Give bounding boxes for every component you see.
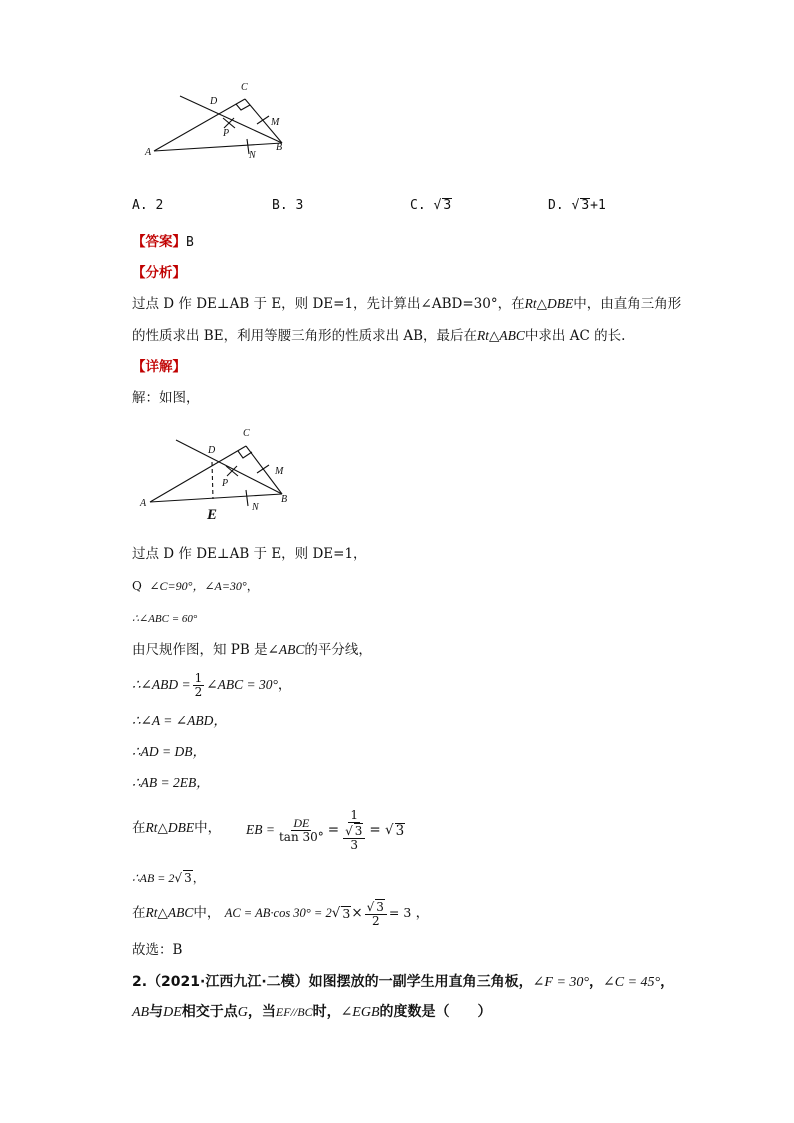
label-D: D bbox=[210, 96, 218, 107]
step-4: 由尺规作图，知 PB 是∠ABC的平分线， bbox=[132, 642, 372, 658]
step-9-formula: EB = $\frac{DE}{\tan 30^\circ}$ = 1 √ 3 3 = √ 3 bbox=[246, 807, 405, 852]
bisector-line bbox=[180, 96, 282, 143]
triangle-figure-2 bbox=[136, 422, 306, 526]
option-c[interactable]: C. √ 3 bbox=[410, 198, 452, 213]
option-d[interactable]: D. √ 3+1 bbox=[548, 198, 606, 213]
segment-AC bbox=[150, 446, 246, 502]
step-7: ∴AD = DB， bbox=[132, 744, 206, 759]
label-N: N bbox=[249, 150, 256, 161]
step-10: ∴AB = 2√ 3， bbox=[132, 871, 205, 885]
label-D: D bbox=[208, 445, 216, 456]
segment-DE bbox=[212, 462, 213, 499]
step-2: Q ∠C=90°，∠A=30°， bbox=[132, 579, 259, 593]
segment-AB bbox=[150, 494, 282, 502]
label-P: P bbox=[222, 478, 229, 489]
label-C: C bbox=[243, 428, 250, 439]
arc-mark-N bbox=[246, 490, 248, 506]
analysis-line-2: 的性质求出 BE，利用等腰三角形的性质求出 AB，最后在Rt△ABC中求出 AC 的长. bbox=[132, 328, 626, 344]
step-1: 过点 D 作 DE⊥AB 于 E，则 DE=1， bbox=[132, 546, 367, 562]
question-2-line-1: 2.（2021·江西九江·二模）如图摆放的一副学生用直角三角板，∠F = 30°，∠C = 45°， bbox=[132, 974, 675, 990]
answer-value: B bbox=[186, 235, 194, 250]
step-9-label: 在Rt△DBE中， bbox=[132, 820, 222, 836]
detail-intro: 解：如图， bbox=[132, 390, 200, 406]
option-a[interactable]: A. 2 bbox=[132, 198, 164, 213]
triangle-figure-1 bbox=[140, 78, 300, 164]
label-N: N bbox=[252, 502, 259, 513]
answer-options bbox=[132, 198, 692, 218]
segment-AB bbox=[154, 143, 282, 151]
label-C: C bbox=[241, 82, 248, 93]
label-A: A bbox=[140, 498, 147, 509]
arc-mark-M bbox=[257, 116, 269, 124]
analysis-heading: 【分析】 bbox=[132, 265, 186, 281]
label-E: E bbox=[207, 507, 218, 523]
conclusion: 故选：B bbox=[132, 942, 183, 958]
label-M: M bbox=[275, 466, 284, 477]
step-3: ∴∠ABC = 60° bbox=[132, 613, 198, 625]
arc-mark-M bbox=[257, 465, 269, 473]
option-b[interactable]: B. 3 bbox=[272, 198, 304, 213]
detail-heading: 【详解】 bbox=[132, 359, 186, 375]
step-6: ∴∠A = ∠ABD， bbox=[132, 713, 227, 728]
answer-line bbox=[132, 232, 194, 253]
step-8: ∴AB = 2EB， bbox=[132, 775, 210, 790]
right-angle-mark bbox=[236, 104, 250, 110]
label-M: M bbox=[271, 117, 280, 128]
answer-tag: 【答案】 bbox=[132, 234, 186, 250]
label-B: B bbox=[276, 142, 283, 153]
label-P: P bbox=[223, 128, 230, 139]
question-2-line-2: AB与DE相交于点G，当EF//BC时，∠EGB的度数是（ ） bbox=[132, 1004, 492, 1020]
step-5: ∴∠ABD = $\frac{1}{2}$ ∠ABC = 30°， bbox=[132, 671, 292, 699]
label-B: B bbox=[281, 494, 288, 505]
step-11: 在 Rt△ABC 中， AC = AB·cos 30° = 2 √ 3 × $\frac{√ 3}{2}$ = 3 ， bbox=[132, 899, 430, 928]
analysis-line-1: 过点 D 作 DE⊥AB 于 E，则 DE=1，先计算出∠ABD=30°，在Rt△DBE中，由直角三角形 bbox=[132, 296, 682, 312]
label-A: A bbox=[145, 147, 152, 158]
